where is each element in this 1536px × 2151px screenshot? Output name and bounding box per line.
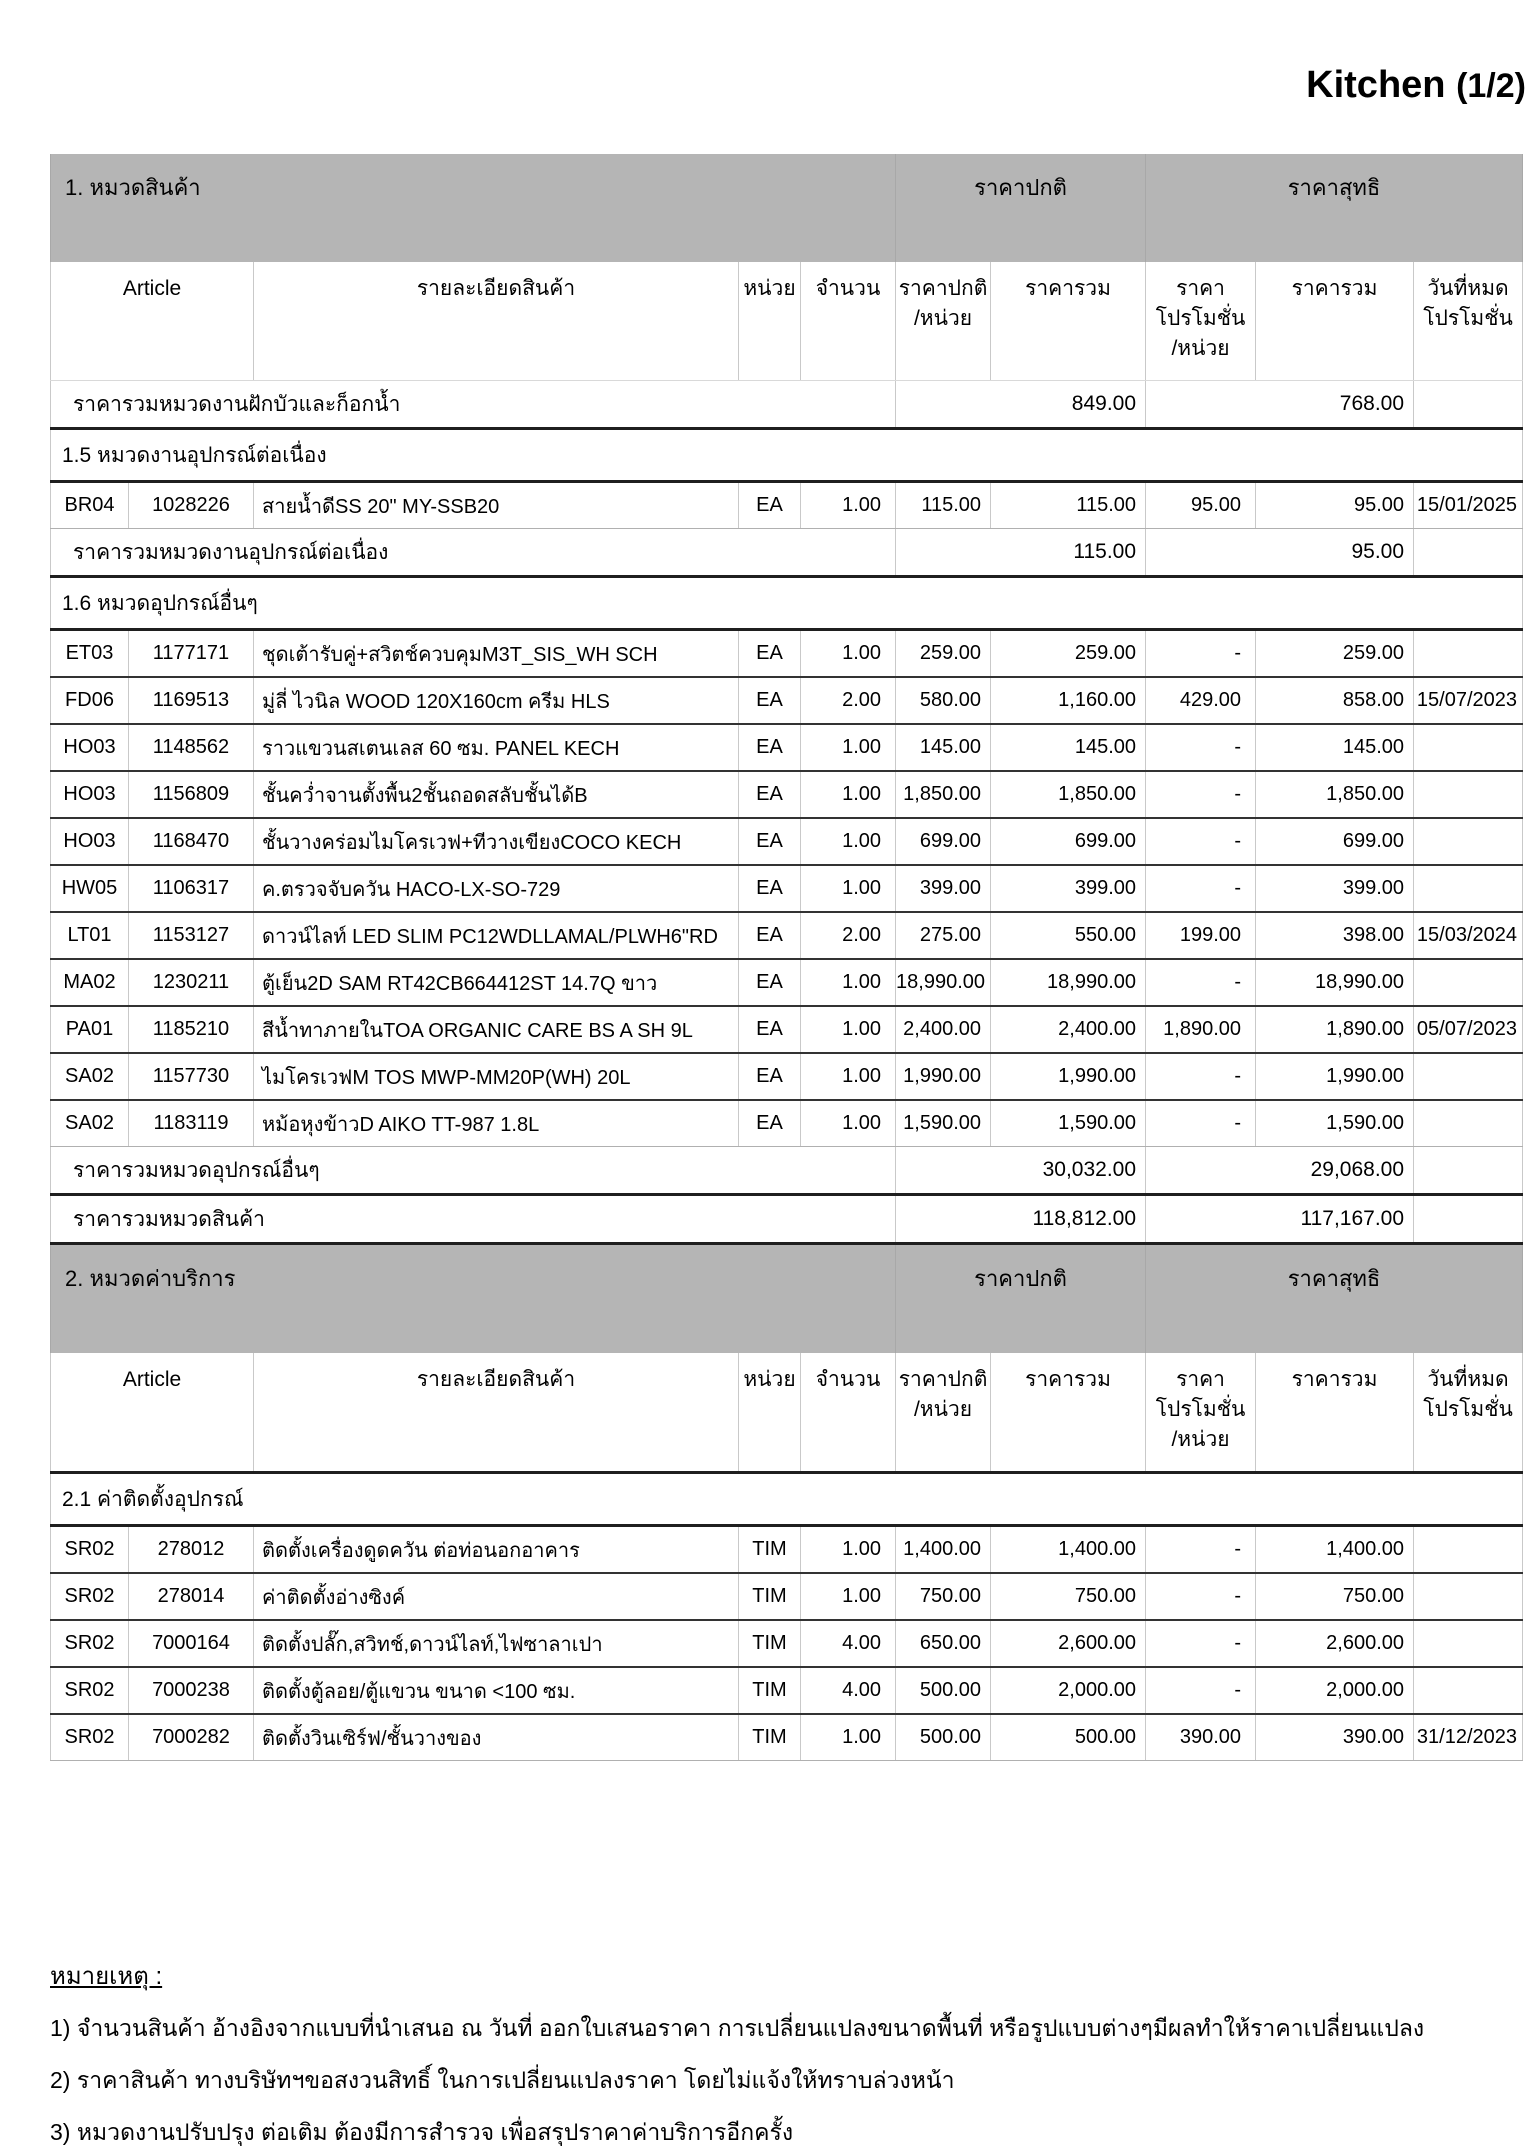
item-article-number: 1153127: [129, 912, 254, 959]
item-article-code: SA02: [51, 1053, 129, 1100]
item-promo-end-date: 15/03/2024: [1414, 912, 1523, 959]
item-quantity: 1.00: [801, 818, 896, 865]
header-line: รายละเอียดสินค้า: [416, 277, 576, 300]
item-unit: EA: [739, 482, 801, 529]
item-description: ชั้นคว่ำจานตั้งพื้น2ชั้นถอดสลับชั้นได้B: [254, 771, 739, 818]
summary-label: ราคารวมหมวดสินค้า: [51, 1195, 896, 1244]
item-promo-unit-price: -: [1146, 1573, 1256, 1620]
item-promo-total: 1,850.00: [1256, 771, 1414, 818]
item-promo-total: 145.00: [1256, 724, 1414, 771]
item-article-number: 278012: [129, 1526, 254, 1574]
item-normal-total: 2,000.00: [991, 1667, 1146, 1714]
col-header-promo-unit-price: [1146, 262, 1256, 381]
item-unit: TIM: [739, 1526, 801, 1574]
col-header-quantity: [801, 1353, 896, 1473]
page-title: [1306, 64, 1526, 107]
item-promo-end-date: [1414, 630, 1523, 678]
item-promo-end-date: [1414, 818, 1523, 865]
summary-net-total: 117,167.00: [1146, 1195, 1414, 1244]
col-header-promo-end-date: [1414, 262, 1523, 381]
item-description: ติดตั้งตู้ลอย/ตู้แขวน ขนาด <100 ซม.: [254, 1667, 739, 1714]
net-price-band-label: ราคาสุทธิ: [1146, 1244, 1523, 1354]
item-normal-unit-price: 699.00: [896, 818, 991, 865]
item-normal-unit-price: 500.00: [896, 1667, 991, 1714]
summary-empty: [1414, 1147, 1523, 1195]
item-promo-total: 1,990.00: [1256, 1053, 1414, 1100]
item-description: ราวแขวนสเตนเลส 60 ซม. PANEL KECH: [254, 724, 739, 771]
item-promo-total: 18,990.00: [1256, 959, 1414, 1006]
net-price-band-label: ราคาสุทธิ: [1146, 154, 1523, 262]
item-promo-total: 1,890.00: [1256, 1006, 1414, 1053]
item-quantity: 1.00: [801, 482, 896, 529]
item-promo-end-date: 15/07/2023: [1414, 677, 1523, 724]
page-header: [0, 0, 1536, 154]
item-normal-unit-price: 2,400.00: [896, 1006, 991, 1053]
item-promo-unit-price: 199.00: [1146, 912, 1256, 959]
header-line: ราคา: [1176, 277, 1225, 300]
item-article-code: SA02: [51, 1100, 129, 1147]
item-promo-end-date: 15/01/2025: [1414, 482, 1523, 529]
item-promo-end-date: [1414, 724, 1523, 771]
item-promo-unit-price: -: [1146, 818, 1256, 865]
item-normal-total: 2,600.00: [991, 1620, 1146, 1667]
item-unit: TIM: [739, 1620, 801, 1667]
item-promo-end-date: [1414, 1620, 1523, 1667]
item-article-number: 7000238: [129, 1667, 254, 1714]
note-line: 2) ราคาสินค้า ทางบริษัทฯขอสงวนสิทธิ์ ในการเปลี่ยนแปลงราคา โดยไม่แจ้งให้ทราบล่วงหน้า: [50, 2067, 955, 2093]
summary-net-total: 95.00: [1146, 529, 1414, 577]
item-quantity: 2.00: [801, 912, 896, 959]
col-header-promo-total: [1256, 1353, 1414, 1473]
item-article-code: PA01: [51, 1006, 129, 1053]
item-quantity: 1.00: [801, 1006, 896, 1053]
item-description: ชุดเต้ารับคู่+สวิตช์ควบคุมM3T_SIS_WH SCH: [254, 630, 739, 678]
item-normal-total: 259.00: [991, 630, 1146, 678]
item-unit: TIM: [739, 1667, 801, 1714]
item-normal-total: 1,400.00: [991, 1526, 1146, 1574]
item-article-code: FD06: [51, 677, 129, 724]
item-description: หม้อหุงข้าวD AIKO TT-987 1.8L: [254, 1100, 739, 1147]
row-item: [51, 959, 1523, 1006]
header-line: /หน่วย: [913, 307, 973, 330]
row-item: [51, 865, 1523, 912]
row-item: [51, 1053, 1523, 1100]
summary-normal-total: 30,032.00: [896, 1147, 1146, 1195]
item-normal-total: 399.00: [991, 865, 1146, 912]
item-promo-end-date: 05/07/2023: [1414, 1006, 1523, 1053]
item-promo-unit-price: -: [1146, 1053, 1256, 1100]
col-header-quantity: [801, 262, 896, 381]
item-promo-unit-price: -: [1146, 630, 1256, 678]
item-promo-unit-price: -: [1146, 771, 1256, 818]
col-header-description: [254, 1353, 739, 1473]
row-section: [51, 429, 1523, 482]
item-normal-total: 1,850.00: [991, 771, 1146, 818]
header-line: หน่วย: [743, 1368, 796, 1391]
row-item: [51, 677, 1523, 724]
item-quantity: 4.00: [801, 1667, 896, 1714]
normal-price-band-label: ราคาปกติ: [896, 1244, 1146, 1354]
item-unit: EA: [739, 677, 801, 724]
item-promo-total: 1,590.00: [1256, 1100, 1414, 1147]
item-quantity: 1.00: [801, 1573, 896, 1620]
item-normal-unit-price: 145.00: [896, 724, 991, 771]
item-normal-total: 750.00: [991, 1573, 1146, 1620]
row-item: [51, 1667, 1523, 1714]
item-description: สายน้ำดีSS 20" MY-SSB20: [254, 482, 739, 529]
summary-empty: [1414, 381, 1523, 429]
item-article-code: HW05: [51, 865, 129, 912]
item-article-code: SR02: [51, 1620, 129, 1667]
header-line: จำนวน: [815, 277, 881, 300]
col-header-description: [254, 262, 739, 381]
item-normal-unit-price: 580.00: [896, 677, 991, 724]
row-colheader: [51, 1353, 1523, 1473]
item-unit: EA: [739, 724, 801, 771]
item-article-code: BR04: [51, 482, 129, 529]
item-description: ค.ตรวจจับควัน HACO-LX-SO-729: [254, 865, 739, 912]
row-item: [51, 912, 1523, 959]
item-quantity: 1.00: [801, 630, 896, 678]
notes: [50, 1956, 1536, 2151]
item-unit: EA: [739, 1053, 801, 1100]
item-description: ไมโครเวฟM TOS MWP-MM20P(WH) 20L: [254, 1053, 739, 1100]
col-header-normal-total: [991, 1353, 1146, 1473]
col-header-normal-unit-price: [896, 1353, 991, 1473]
header-line: โปรโมชั่น: [1155, 1398, 1246, 1421]
summary-empty: [1414, 529, 1523, 577]
summary-net-total: 29,068.00: [1146, 1147, 1414, 1195]
item-description: ติดตั้งเครื่องดูดควัน ต่อท่อนอกอาคาร: [254, 1526, 739, 1574]
row-summary: [51, 1195, 1523, 1244]
item-article-code: LT01: [51, 912, 129, 959]
header-line: ราคารวม: [1291, 277, 1378, 300]
header-line: ราคารวม: [1291, 1368, 1378, 1391]
item-promo-total: 95.00: [1256, 482, 1414, 529]
item-article-number: 1177171: [129, 630, 254, 678]
item-promo-end-date: [1414, 1100, 1523, 1147]
row-band: [51, 1244, 1523, 1354]
section-band-label: 2. หมวดค่าบริการ: [51, 1244, 896, 1354]
item-unit: TIM: [739, 1714, 801, 1761]
row-section: [51, 1473, 1523, 1526]
item-promo-total: 398.00: [1256, 912, 1414, 959]
item-description: ชั้นวางคร่อมไมโครเวฟ+ทีวางเขียงCOCO KECH: [254, 818, 739, 865]
item-promo-unit-price: -: [1146, 1526, 1256, 1574]
header-line: /หน่วย: [1171, 1428, 1230, 1451]
item-normal-unit-price: 750.00: [896, 1573, 991, 1620]
row-item: [51, 1620, 1523, 1667]
section-band-label: 1. หมวดสินค้า: [51, 154, 896, 262]
item-article-code: SR02: [51, 1714, 129, 1761]
header-line: /หน่วย: [913, 1398, 973, 1421]
summary-empty: [1414, 1195, 1523, 1244]
item-article-number: 1168470: [129, 818, 254, 865]
item-quantity: 1.00: [801, 1053, 896, 1100]
row-item: [51, 724, 1523, 771]
item-quantity: 1.00: [801, 724, 896, 771]
summary-normal-total: 115.00: [896, 529, 1146, 577]
subsection-label: 1.6 หมวดอุปกรณ์อื่นๆ: [51, 577, 1523, 630]
summary-label: ราคารวมหมวดอุปกรณ์อื่นๆ: [51, 1147, 896, 1195]
row-item: [51, 771, 1523, 818]
header-line: Article: [122, 277, 182, 300]
note-line: 3) หมวดงานปรับปรุง ต่อเติม ต้องมีการสำรวจ เพื่อสรุปราคาค่าบริการอีกครั้ง: [50, 2119, 794, 2145]
col-header-unit: [739, 1353, 801, 1473]
row-band: [51, 154, 1523, 262]
item-quantity: 1.00: [801, 865, 896, 912]
col-header-article: [51, 1353, 254, 1473]
item-description: สีน้ำทาภายในTOA ORGANIC CARE BS A SH 9L: [254, 1006, 739, 1053]
item-normal-unit-price: 1,850.00: [896, 771, 991, 818]
item-article-code: SR02: [51, 1526, 129, 1574]
item-description: ดาวน์ไลท์ LED SLIM PC12WDLLAMAL/PLWH6"RD: [254, 912, 739, 959]
item-promo-end-date: [1414, 959, 1523, 1006]
item-promo-total: 858.00: [1256, 677, 1414, 724]
item-unit: EA: [739, 630, 801, 678]
notes-heading: หมายเหตุ :: [50, 1963, 163, 1990]
item-article-number: 1183119: [129, 1100, 254, 1147]
item-article-number: 1106317: [129, 865, 254, 912]
item-article-code: HO03: [51, 724, 129, 771]
item-promo-end-date: [1414, 1573, 1523, 1620]
row-summary: [51, 381, 1523, 429]
item-promo-end-date: [1414, 771, 1523, 818]
item-normal-total: 115.00: [991, 482, 1146, 529]
header-line: ราคา: [1176, 1368, 1225, 1391]
item-article-number: 1156809: [129, 771, 254, 818]
item-normal-unit-price: 18,990.00: [896, 959, 991, 1006]
item-normal-unit-price: 115.00: [896, 482, 991, 529]
header-line: ราคาปกติ: [898, 1368, 988, 1391]
item-normal-total: 1,990.00: [991, 1053, 1146, 1100]
header-line: ราคารวม: [1025, 1368, 1111, 1391]
item-normal-total: 145.00: [991, 724, 1146, 771]
item-promo-unit-price: -: [1146, 1667, 1256, 1714]
item-promo-total: 699.00: [1256, 818, 1414, 865]
item-normal-total: 699.00: [991, 818, 1146, 865]
header-line: ราคารวม: [1025, 277, 1111, 300]
item-promo-total: 2,000.00: [1256, 1667, 1414, 1714]
row-item: [51, 1006, 1523, 1053]
item-article-code: HO03: [51, 771, 129, 818]
row-item: [51, 1714, 1523, 1761]
header-line: วันที่หมด: [1427, 1368, 1509, 1391]
header-line: หน่วย: [743, 277, 796, 300]
col-header-normal-total: [991, 262, 1146, 381]
item-article-code: ET03: [51, 630, 129, 678]
normal-price-band-label: ราคาปกติ: [896, 154, 1146, 262]
header-line: โปรโมชั่น: [1155, 307, 1246, 330]
item-article-number: 1148562: [129, 724, 254, 771]
header-line: โปรโมชั่น: [1423, 1398, 1513, 1421]
item-article-code: MA02: [51, 959, 129, 1006]
item-promo-total: 399.00: [1256, 865, 1414, 912]
item-quantity: 1.00: [801, 959, 896, 1006]
col-header-article: [51, 262, 254, 381]
item-article-number: 1157730: [129, 1053, 254, 1100]
item-normal-total: 2,400.00: [991, 1006, 1146, 1053]
subsection-label: 1.5 หมวดงานอุปกรณ์ต่อเนื่อง: [51, 429, 1523, 482]
row-item: [51, 1100, 1523, 1147]
item-normal-total: 1,590.00: [991, 1100, 1146, 1147]
header-line: ราคาปกติ: [898, 277, 988, 300]
item-normal-unit-price: 259.00: [896, 630, 991, 678]
quotation-table: [50, 154, 1523, 1761]
header-line: /หน่วย: [1171, 337, 1230, 360]
item-unit: EA: [739, 1100, 801, 1147]
col-header-promo-unit-price: [1146, 1353, 1256, 1473]
item-quantity: 2.00: [801, 677, 896, 724]
item-promo-total: 390.00: [1256, 1714, 1414, 1761]
item-description: มู่ลี่ ไวนิล WOOD 120X160cm ครีม HLS: [254, 677, 739, 724]
item-promo-unit-price: 429.00: [1146, 677, 1256, 724]
item-article-number: 1185210: [129, 1006, 254, 1053]
item-normal-unit-price: 275.00: [896, 912, 991, 959]
item-description: ติดตั้งวินเซิร์ฟ/ชั้นวางของ: [254, 1714, 739, 1761]
item-article-code: HO03: [51, 818, 129, 865]
item-unit: EA: [739, 1006, 801, 1053]
item-article-number: 278014: [129, 1573, 254, 1620]
header-line: Article: [122, 1368, 182, 1391]
item-unit: EA: [739, 771, 801, 818]
item-article-number: 1230211: [129, 959, 254, 1006]
header-line: รายละเอียดสินค้า: [416, 1368, 576, 1391]
item-promo-unit-price: -: [1146, 1100, 1256, 1147]
item-promo-end-date: 31/12/2023: [1414, 1714, 1523, 1761]
item-promo-unit-price: 390.00: [1146, 1714, 1256, 1761]
item-unit: EA: [739, 959, 801, 1006]
item-normal-total: 500.00: [991, 1714, 1146, 1761]
col-header-promo-end-date: [1414, 1353, 1523, 1473]
item-normal-unit-price: 500.00: [896, 1714, 991, 1761]
col-header-normal-unit-price: [896, 262, 991, 381]
item-quantity: 1.00: [801, 1100, 896, 1147]
item-promo-total: 1,400.00: [1256, 1526, 1414, 1574]
item-unit: EA: [739, 818, 801, 865]
header-line: โปรโมชั่น: [1423, 307, 1513, 330]
summary-label: ราคารวมหมวดงานอุปกรณ์ต่อเนื่อง: [51, 529, 896, 577]
row-item: [51, 482, 1523, 529]
item-unit: EA: [739, 912, 801, 959]
item-promo-unit-price: -: [1146, 1620, 1256, 1667]
item-quantity: 1.00: [801, 1526, 896, 1574]
row-item: [51, 818, 1523, 865]
item-quantity: 1.00: [801, 1714, 896, 1761]
summary-normal-total: 118,812.00: [896, 1195, 1146, 1244]
row-colheader: [51, 262, 1523, 381]
item-promo-unit-price: 95.00: [1146, 482, 1256, 529]
col-header-unit: [739, 262, 801, 381]
item-normal-unit-price: 399.00: [896, 865, 991, 912]
item-article-number: 1028226: [129, 482, 254, 529]
item-promo-unit-price: -: [1146, 865, 1256, 912]
quotation-table-body: [51, 154, 1523, 1761]
summary-label: ราคารวมหมวดงานฝักบัวและก็อกน้ำ: [51, 381, 896, 429]
page-number: (1/2): [1456, 67, 1526, 105]
row-item: [51, 1526, 1523, 1574]
item-promo-end-date: [1414, 1053, 1523, 1100]
row-section: [51, 577, 1523, 630]
item-article-number: 7000164: [129, 1620, 254, 1667]
col-header-promo-total: [1256, 262, 1414, 381]
item-promo-end-date: [1414, 1526, 1523, 1574]
item-quantity: 1.00: [801, 771, 896, 818]
row-summary: [51, 529, 1523, 577]
item-normal-total: 1,160.00: [991, 677, 1146, 724]
item-normal-unit-price: 1,400.00: [896, 1526, 991, 1574]
summary-normal-total: 849.00: [896, 381, 1146, 429]
item-normal-total: 550.00: [991, 912, 1146, 959]
item-promo-total: 2,600.00: [1256, 1620, 1414, 1667]
item-article-number: 7000282: [129, 1714, 254, 1761]
item-unit: EA: [739, 865, 801, 912]
item-promo-unit-price: 1,890.00: [1146, 1006, 1256, 1053]
page-title-text: Kitchen: [1306, 64, 1446, 106]
row-item: [51, 630, 1523, 678]
note-line: 1) จำนวนสินค้า อ้างอิงจากแบบที่นำเสนอ ณ วันที่ ออกใบเสนอราคา การเปลี่ยนแปลงขนาดพื้นที่ หรือรูปแบบต่างๆมีผลทำให้ราคาเปลี่ยนแปลง: [50, 2015, 1425, 2041]
item-unit: TIM: [739, 1573, 801, 1620]
item-promo-unit-price: -: [1146, 959, 1256, 1006]
item-promo-end-date: [1414, 1667, 1523, 1714]
item-normal-unit-price: 650.00: [896, 1620, 991, 1667]
item-promo-unit-price: -: [1146, 724, 1256, 771]
item-normal-unit-price: 1,590.00: [896, 1100, 991, 1147]
item-promo-total: 750.00: [1256, 1573, 1414, 1620]
summary-net-total: 768.00: [1146, 381, 1414, 429]
item-article-code: SR02: [51, 1573, 129, 1620]
item-description: ตู้เย็น2D SAM RT42CB664412ST 14.7Q ขาว: [254, 959, 739, 1006]
item-promo-end-date: [1414, 865, 1523, 912]
header-line: วันที่หมด: [1427, 277, 1509, 300]
row-item: [51, 1573, 1523, 1620]
item-description: ค่าติดตั้งอ่างซิงค์: [254, 1573, 739, 1620]
subsection-label: 2.1 ค่าติดตั้งอุปกรณ์: [51, 1473, 1523, 1526]
header-line: จำนวน: [815, 1368, 881, 1391]
item-promo-total: 259.00: [1256, 630, 1414, 678]
item-article-code: SR02: [51, 1667, 129, 1714]
item-article-number: 1169513: [129, 677, 254, 724]
item-normal-unit-price: 1,990.00: [896, 1053, 991, 1100]
item-description: ติดตั้งปลั๊ก,สวิทช์,ดาวน์ไลท์,ไฟซาลาเปา: [254, 1620, 739, 1667]
row-summary: [51, 1147, 1523, 1195]
item-normal-total: 18,990.00: [991, 959, 1146, 1006]
item-quantity: 4.00: [801, 1620, 896, 1667]
